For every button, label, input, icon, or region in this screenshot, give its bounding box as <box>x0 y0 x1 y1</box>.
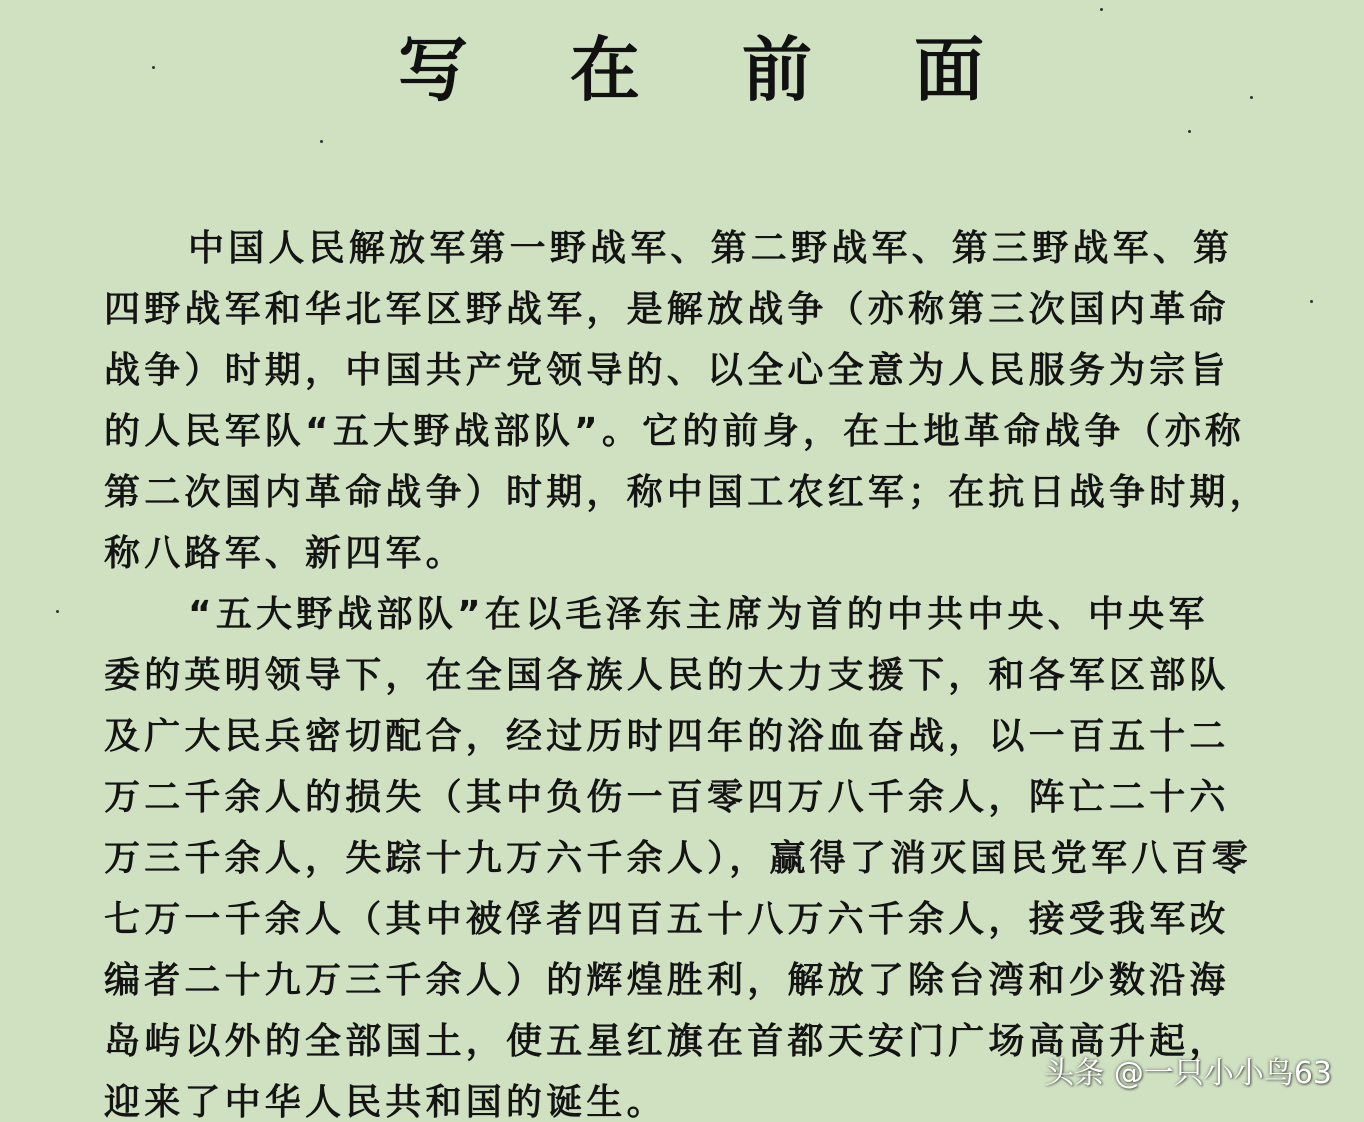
scan-speck <box>1188 130 1191 133</box>
text-line: 委的英明领导下，在全国各族人民的大力支援下，和各军区部队 <box>104 655 1230 696</box>
text-line: 的人民军队“五大野战部队”。它的前身，在土地革命战争（亦称 <box>104 411 1246 452</box>
text-line: 四野战军和华北军区野战军，是解放战争（亦称第三次国内革命 <box>104 289 1230 330</box>
watermark: 头条 @一只小小鸟63 <box>1044 1056 1332 1091</box>
text-line: 迎来了中华人民共和国的诞生。 <box>104 1082 667 1122</box>
text-line: 万二千余人的损失（其中负伤一百零四万八千余人，阵亡二十六 <box>104 777 1230 818</box>
text-line: 战争）时期，中国共产党领导的、以全心全意为人民服务为宗旨 <box>104 350 1230 391</box>
text-line: “五大野战部队”在以毛泽东主席为首的中共中央、中央军 <box>188 594 1209 635</box>
title-char-1: 写 <box>398 28 468 111</box>
text-line: 及广大民兵密切配合，经过历时四年的浴血奋战，以一百五十二 <box>104 716 1230 757</box>
scan-speck <box>152 66 155 69</box>
text-line: 中国人民解放军第一野战军、第二野战军、第三野战军、第 <box>188 228 1234 269</box>
text-line: 编者二十九万三千余人）的辉煌胜利，解放了除台湾和少数沿海 <box>104 960 1230 1001</box>
scan-speck <box>320 140 323 143</box>
title-char-4: 面 <box>914 28 984 111</box>
title-char-3: 前 <box>742 28 812 111</box>
scan-speck <box>56 610 59 613</box>
scan-speck <box>1310 300 1313 303</box>
text-line: 七万一千余人（其中被俘者四百五十八万六千余人，接受我军改 <box>104 899 1230 940</box>
text-line: 万三千余人，失踪十九万六千余人），赢得了消灭国民党军八百零 <box>104 838 1252 879</box>
text-line: 称八路军、新四军。 <box>104 533 466 574</box>
scan-speck <box>1100 8 1103 11</box>
scan-speck <box>1250 96 1253 99</box>
body-text <box>104 218 1284 1122</box>
text-line: 岛屿以外的全部国土，使五星红旗在首都天安门广场高高升起， <box>104 1021 1230 1062</box>
page-title <box>0 30 1364 110</box>
title-char-2: 在 <box>570 28 640 111</box>
text-line: 第二次国内革命战争）时期，称中国工农红军；在抗日战争时期， <box>104 472 1270 513</box>
